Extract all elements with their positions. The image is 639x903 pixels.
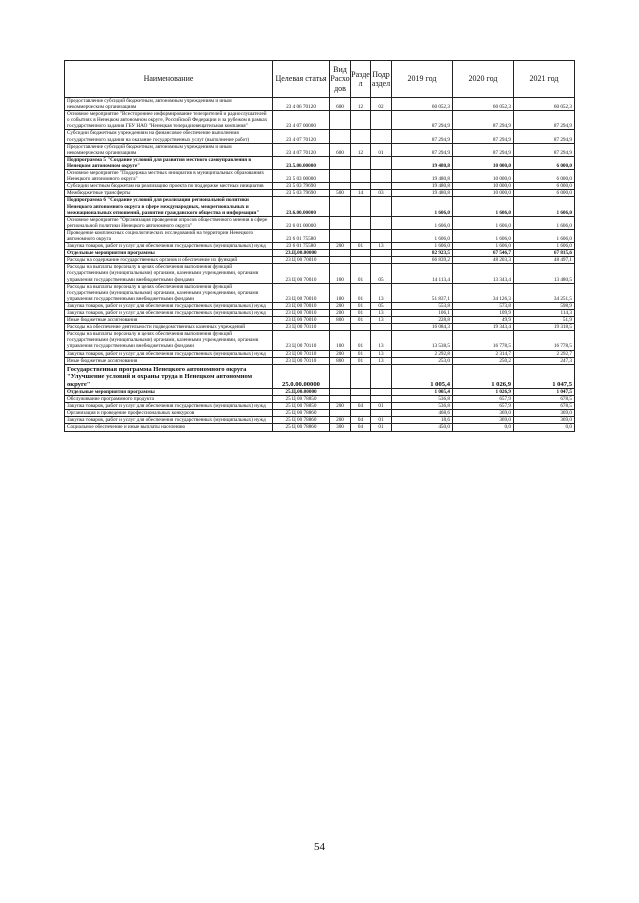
cell-podrazdel — [371, 156, 392, 169]
cell-2020: 10 000,0 — [453, 170, 514, 183]
cell-2020: 10 000,0 — [453, 156, 514, 169]
table-row — [65, 264, 575, 283]
header-target: Целевая статья — [273, 61, 330, 98]
cell-2019: 1 606,0 — [392, 197, 453, 216]
cell-2019: 1 606,0 — [392, 216, 453, 229]
table-row — [65, 197, 575, 216]
table-row — [65, 130, 575, 143]
cell-razdel: 01 — [351, 331, 371, 350]
table-row — [65, 183, 575, 190]
cell-name: Основное мероприятие "Всестороннее информирование телезрителей и радиослушателей о событиях в Ненецком автономном округе, Российской Федерации и за рубежом в рамках государственного задания ГБУ НАО "Ненецкая телерадиовещательная компания" — [65, 111, 273, 130]
cell-target: 23 Ц 00 70110 — [273, 350, 330, 357]
cell-podrazdel: 13 — [371, 310, 392, 317]
cell-vid — [330, 183, 351, 190]
cell-name: Подпрограмма 6 "Создание условий для реализации региональной политики Ненецкого автономного округа в сфере международных, межрегиональных и межнациональных отношений, развития гражданского общества и информации" — [65, 197, 273, 216]
cell-razdel — [351, 156, 371, 169]
cell-2021: 6 000,0 — [514, 190, 575, 197]
header-2021: 2021 год — [514, 61, 575, 98]
cell-2019: 19 480,8 — [392, 183, 453, 190]
table-row — [65, 403, 575, 410]
cell-name: Расходы на содержание государственных органов и обеспечение их функций — [65, 257, 273, 264]
cell-podrazdel — [371, 364, 392, 388]
cell-name: Проведение комплексных социологических исследований на территории Ненецкого автономного округа — [65, 229, 273, 242]
cell-name: Закупка товаров, работ и услуг для обеспечения государственных (муниципальных) нужд — [65, 403, 273, 410]
cell-vid — [330, 324, 351, 331]
cell-target: 23 Ц 00 70010 — [273, 283, 330, 302]
cell-2021: 16 778,5 — [514, 331, 575, 350]
cell-2019: 19 480,8 — [392, 156, 453, 169]
cell-2021: 678,5 — [514, 403, 575, 410]
cell-2019: 19 480,8 — [392, 190, 453, 197]
cell-podrazdel: 13 — [371, 331, 392, 350]
table-row — [65, 364, 575, 388]
cell-2021: 1 047,5 — [514, 364, 575, 388]
cell-2020: 49,9 — [453, 317, 514, 324]
cell-razdel — [351, 111, 371, 130]
cell-2019: 2 292,8 — [392, 350, 453, 357]
cell-2019: 536,8 — [392, 396, 453, 403]
cell-podrazdel: 13 — [371, 350, 392, 357]
cell-podrazdel: 05 — [371, 264, 392, 283]
cell-razdel: 01 — [351, 357, 371, 364]
cell-vid: 600 — [330, 98, 351, 111]
cell-razdel — [351, 324, 371, 331]
cell-2020: 657,9 — [453, 403, 514, 410]
document-page — [64, 60, 574, 432]
cell-vid — [330, 216, 351, 229]
cell-2019: 13 538,5 — [392, 331, 453, 350]
cell-razdel — [351, 250, 371, 257]
cell-vid — [330, 388, 351, 395]
cell-vid: 200 — [330, 243, 351, 250]
table-row — [65, 417, 575, 424]
cell-vid: 200 — [330, 310, 351, 317]
cell-vid: 200 — [330, 417, 351, 424]
table-row — [65, 324, 575, 331]
cell-vid — [330, 410, 351, 417]
cell-name: Предоставление субсидий бюджетным, автономным учреждениям и иным некоммерческим организациям — [65, 143, 273, 156]
cell-vid — [330, 156, 351, 169]
cell-2020: 109,9 — [453, 310, 514, 317]
table-row — [65, 357, 575, 364]
cell-2021: 60 052,3 — [514, 98, 575, 111]
cell-target: 23 Ц 00 70110 — [273, 357, 330, 364]
cell-2020: 1 606,0 — [453, 243, 514, 250]
cell-razdel — [351, 410, 371, 417]
cell-2019: 60 052,3 — [392, 98, 453, 111]
cell-2021: 87 294,9 — [514, 111, 575, 130]
cell-podrazdel — [371, 324, 392, 331]
cell-target: 23 6 01 75580 — [273, 243, 330, 250]
cell-2020: 34 126,3 — [453, 283, 514, 302]
cell-razdel — [351, 197, 371, 216]
cell-vid: 500 — [330, 190, 351, 197]
table-row — [65, 396, 575, 403]
header-2019: 2019 год — [392, 61, 453, 98]
budget-table — [64, 60, 575, 432]
cell-2021: 0,0 — [514, 424, 575, 431]
cell-2021: 51,9 — [514, 317, 575, 324]
cell-name: Закупка товаров, работ и услуг для обеспечения государственных (муниципальных) нужд — [65, 310, 273, 317]
cell-podrazdel — [371, 170, 392, 183]
cell-2019: 87 294,9 — [392, 130, 453, 143]
cell-vid: 600 — [330, 143, 351, 156]
table-row — [65, 317, 575, 324]
cell-2021: 87 294,9 — [514, 143, 575, 156]
cell-name: Организация и проведение профессиональных конкурсов — [65, 410, 273, 417]
table-row — [65, 250, 575, 257]
cell-2020: 48 203,3 — [453, 257, 514, 264]
cell-podrazdel — [371, 130, 392, 143]
table-row — [65, 190, 575, 197]
cell-2020: 369,0 — [453, 410, 514, 417]
cell-2020: 10 000,0 — [453, 183, 514, 190]
cell-2020: 1 606,0 — [453, 216, 514, 229]
cell-name: Закупка товаров, работ и услуг для обеспечения государственных (муниципальных) нужд — [65, 302, 273, 309]
cell-2019: 1 005,4 — [392, 364, 453, 388]
cell-razdel: 04 — [351, 424, 371, 431]
cell-podrazdel: 01 — [371, 417, 392, 424]
cell-2021: 34 251,5 — [514, 283, 575, 302]
cell-2021: 1 047,5 — [514, 388, 575, 395]
cell-name: Социальное обеспечение и иные выплаты населению — [65, 424, 273, 431]
cell-vid: 100 — [330, 331, 351, 350]
cell-2021: 87 294,9 — [514, 130, 575, 143]
cell-2020: 250,2 — [453, 357, 514, 364]
cell-podrazdel — [371, 257, 392, 264]
cell-target: 23.Ц.00.00000 — [273, 250, 330, 257]
cell-razdel — [351, 130, 371, 143]
table-row — [65, 257, 575, 264]
cell-2019: 19 480,8 — [392, 170, 453, 183]
cell-podrazdel: 03 — [371, 190, 392, 197]
cell-2021: 2 292,7 — [514, 350, 575, 357]
cell-2020: 1 026,9 — [453, 364, 514, 388]
cell-podrazdel: 02 — [371, 98, 392, 111]
cell-2019: 14 113,4 — [392, 264, 453, 283]
cell-2021: 13 480,5 — [514, 264, 575, 283]
cell-2020: 60 052,3 — [453, 98, 514, 111]
cell-name: Расходы на обеспечение деятельности подведомственных казенных учреждений — [65, 324, 273, 331]
cell-vid — [330, 197, 351, 216]
cell-target: 23.6.00.00000 — [273, 197, 330, 216]
cell-vid: 800 — [330, 357, 351, 364]
cell-name: Подпрограмма 5 "Создание условий для развития местного самоуправления в Ненецком автономном округе" — [65, 156, 273, 169]
cell-2019: 536,8 — [392, 403, 453, 410]
cell-vid: 100 — [330, 264, 351, 283]
cell-razdel — [351, 396, 371, 403]
cell-razdel: 04 — [351, 403, 371, 410]
cell-2019: 66 839,2 — [392, 257, 453, 264]
cell-2020: 1 026,9 — [453, 388, 514, 395]
cell-2019: 106,1 — [392, 310, 453, 317]
cell-2020: 19 343,4 — [453, 324, 514, 331]
cell-target: 23 4 06 70120 — [273, 98, 330, 111]
cell-2020: 87 294,9 — [453, 143, 514, 156]
cell-name: Основное мероприятие "Организация проведения опросов общественного мнения в сфере региональной политики Ненецкого автономного округа" — [65, 216, 273, 229]
cell-target: 23 Ц 00 70010 — [273, 257, 330, 264]
cell-target: 25 Ц 00 78850 — [273, 396, 330, 403]
cell-podrazdel: 13 — [371, 243, 392, 250]
cell-target: 23 4 07 70120 — [273, 143, 330, 156]
cell-razdel: 01 — [351, 264, 371, 283]
cell-target: 23 Ц 00 70010 — [273, 310, 330, 317]
cell-name: Субсидии местным бюджетам на реализацию проекта по поддержке местных инициатив — [65, 183, 273, 190]
cell-target: 23 Ц 00 70110 — [273, 331, 330, 350]
cell-podrazdel: 01 — [371, 403, 392, 410]
cell-razdel — [351, 229, 371, 242]
cell-razdel — [351, 257, 371, 264]
table-row — [65, 111, 575, 130]
cell-razdel: 01 — [351, 283, 371, 302]
cell-target: 23 5 03 79690 — [273, 190, 330, 197]
cell-2020: 87 294,9 — [453, 111, 514, 130]
cell-name: Отдельные мероприятия программы — [65, 250, 273, 257]
cell-2019: 1 005,4 — [392, 388, 453, 395]
cell-name: Иные бюджетные ассигнования — [65, 357, 273, 364]
cell-2019: 228,8 — [392, 317, 453, 324]
cell-2019: 87 294,9 — [392, 111, 453, 130]
table-row — [65, 302, 575, 309]
table-row — [65, 170, 575, 183]
cell-vid: 800 — [330, 317, 351, 324]
cell-2021: 369,0 — [514, 417, 575, 424]
cell-razdel — [351, 388, 371, 395]
cell-razdel: 01 — [351, 243, 371, 250]
cell-name: Предоставление субсидий бюджетным, автономным учреждениям и иным некоммерческим организациям — [65, 98, 273, 111]
table-row — [65, 350, 575, 357]
cell-target: 23 6 01 00000 — [273, 216, 330, 229]
cell-name: Расходы на выплаты персоналу в целях обеспечения выполнения функций государственными (муниципальными) органами, казенными учреждениями, органами управления государственными внебюджетными фондами — [65, 283, 273, 302]
cell-name: Обслуживание программного продукта — [65, 396, 273, 403]
table-row — [65, 243, 575, 250]
cell-2019: 450,0 — [392, 424, 453, 431]
cell-2020: 10 000,0 — [453, 190, 514, 197]
cell-name: Государственная программа Ненецкого автономного округа "Улучшение условий и охраны труда в Ненецком автономном округе" — [65, 364, 273, 388]
cell-razdel: 01 — [351, 317, 371, 324]
cell-podrazdel — [371, 183, 392, 190]
cell-target: 23.5.00.00000 — [273, 156, 330, 169]
cell-2021: 6 000,0 — [514, 156, 575, 169]
cell-razdel — [351, 216, 371, 229]
cell-vid — [330, 257, 351, 264]
cell-2021: 1 606,0 — [514, 197, 575, 216]
cell-podrazdel — [371, 229, 392, 242]
cell-razdel: 04 — [351, 417, 371, 424]
cell-2021: 114,3 — [514, 310, 575, 317]
cell-target: 25 Ц 00 78860 — [273, 417, 330, 424]
cell-razdel — [351, 364, 371, 388]
cell-razdel — [351, 183, 371, 190]
cell-target: 23 5 03 79690 — [273, 183, 330, 190]
cell-2019: 468,6 — [392, 410, 453, 417]
cell-vid — [330, 130, 351, 143]
cell-razdel: 14 — [351, 190, 371, 197]
cell-podrazdel: 05 — [371, 302, 392, 309]
cell-2020: 2 314,7 — [453, 350, 514, 357]
table-row — [65, 216, 575, 229]
cell-2021: 67 815,6 — [514, 250, 575, 257]
cell-2019: 253,0 — [392, 357, 453, 364]
cell-name: Отдельные мероприятия программы — [65, 388, 273, 395]
cell-name: Закупка товаров, работ и услуг для обеспечения государственных (муниципальных) нужд — [65, 417, 273, 424]
cell-2019: 51 837,1 — [392, 283, 453, 302]
header-razdel: Разде л — [351, 61, 371, 98]
cell-target: 25 Ц 00 78860 — [273, 424, 330, 431]
cell-name: Субсидии бюджетным учреждениям на финансовое обеспечение выполнения государственного задания на оказание государственных услуг (выполнение работ) — [65, 130, 273, 143]
page-number: 54 — [314, 841, 325, 853]
cell-target: 23 6 01 75580 — [273, 229, 330, 242]
cell-2019: 1 606,0 — [392, 229, 453, 242]
cell-2019: 87 294,9 — [392, 143, 453, 156]
cell-2019: 82 923,5 — [392, 250, 453, 257]
cell-2019: 1 606,0 — [392, 243, 453, 250]
cell-razdel: 12 — [351, 98, 371, 111]
cell-2020: 87 294,9 — [453, 130, 514, 143]
cell-2021: 19 318,5 — [514, 324, 575, 331]
cell-2020: 1 606,0 — [453, 197, 514, 216]
cell-podrazdel — [371, 388, 392, 395]
cell-2020: 67 546,7 — [453, 250, 514, 257]
cell-2019: 16 084,3 — [392, 324, 453, 331]
cell-podrazdel: 01 — [371, 143, 392, 156]
cell-target: 23 4 07 70120 — [273, 130, 330, 143]
cell-2020: 573,8 — [453, 302, 514, 309]
cell-podrazdel — [371, 197, 392, 216]
cell-target: 23 4 07 00000 — [273, 111, 330, 130]
cell-2020: 13 343,4 — [453, 264, 514, 283]
table-body — [65, 98, 575, 432]
cell-podrazdel: 13 — [371, 283, 392, 302]
cell-vid: 200 — [330, 302, 351, 309]
cell-podrazdel — [371, 216, 392, 229]
cell-target: 23 Ц 00 70010 — [273, 264, 330, 283]
cell-name: Основное мероприятие "Поддержка местных инициатив в муниципальных образованиях Ненецкого автономного округа" — [65, 170, 273, 183]
cell-vid — [330, 396, 351, 403]
table-row — [65, 388, 575, 395]
cell-vid: 300 — [330, 424, 351, 431]
cell-razdel: 01 — [351, 302, 371, 309]
table-row — [65, 143, 575, 156]
cell-vid: 200 — [330, 403, 351, 410]
cell-vid — [330, 364, 351, 388]
cell-podrazdel — [371, 410, 392, 417]
table-row — [65, 156, 575, 169]
cell-target: 25.0.00.00000 — [273, 364, 330, 388]
cell-name: Закупка товаров, работ и услуг для обеспечения государственных (муниципальных) нужд — [65, 350, 273, 357]
table-row — [65, 310, 575, 317]
cell-vid: 200 — [330, 350, 351, 357]
cell-2020: 16 778,5 — [453, 331, 514, 350]
cell-target: 25 Ц 00 78850 — [273, 403, 330, 410]
cell-vid — [330, 170, 351, 183]
table-row — [65, 229, 575, 242]
cell-2021: 1 606,0 — [514, 216, 575, 229]
cell-2019: 18,6 — [392, 417, 453, 424]
cell-target: 23 Ц 00 70010 — [273, 317, 330, 324]
cell-name: Межбюджетные трансферты — [65, 190, 273, 197]
cell-podrazdel: 01 — [371, 424, 392, 431]
cell-razdel: 01 — [351, 310, 371, 317]
cell-podrazdel — [371, 396, 392, 403]
cell-vid — [330, 111, 351, 130]
cell-vid — [330, 250, 351, 257]
cell-razdel: 12 — [351, 143, 371, 156]
cell-podrazdel — [371, 111, 392, 130]
cell-2021: 369,0 — [514, 410, 575, 417]
cell-2021: 678,5 — [514, 396, 575, 403]
header-name: Наименование — [65, 61, 273, 98]
header-row — [65, 61, 575, 98]
cell-podrazdel — [371, 250, 392, 257]
cell-razdel: 01 — [351, 350, 371, 357]
cell-target: 23 5 03 00000 — [273, 170, 330, 183]
cell-target: 23 Ц 00 70010 — [273, 302, 330, 309]
table-row — [65, 331, 575, 350]
cell-2020: 1 606,0 — [453, 229, 514, 242]
cell-target: 23 Ц 00 70110 — [273, 324, 330, 331]
cell-vid: 100 — [330, 283, 351, 302]
cell-2021: 6 000,0 — [514, 170, 575, 183]
table-row — [65, 283, 575, 302]
cell-name: Расходы на выплаты персоналу в целях обеспечения выполнения функций государственными (муниципальными) органами, казенными учреждениями, органами управления государственными внебюджетными фондами — [65, 331, 273, 350]
cell-2021: 6 000,0 — [514, 183, 575, 190]
cell-name: Иные бюджетные ассигнования — [65, 317, 273, 324]
cell-name: Закупка товаров, работ и услуг для обеспечения государственных (муниципальных) нужд — [65, 243, 273, 250]
cell-2020: 657,9 — [453, 396, 514, 403]
cell-2021: 1 606,0 — [514, 243, 575, 250]
cell-2021: 247,3 — [514, 357, 575, 364]
cell-podrazdel: 13 — [371, 357, 392, 364]
cell-vid — [330, 229, 351, 242]
table-row — [65, 98, 575, 111]
header-vid: Вид Расхо дов — [330, 61, 351, 98]
cell-target: 25.Ц.00.00000 — [273, 388, 330, 395]
cell-name: Расходы на выплаты персоналу в целях обеспечения выполнения функций государственными (муниципальными) органами, казенными учреждениями, органами управления государственными внебюджетными фондами — [65, 264, 273, 283]
cell-2019: 553,8 — [392, 302, 453, 309]
header-2020: 2020 год — [453, 61, 514, 98]
cell-2020: 0,0 — [453, 424, 514, 431]
cell-razdel — [351, 170, 371, 183]
cell-target: 25 Ц 00 78860 — [273, 410, 330, 417]
cell-2020: 369,0 — [453, 417, 514, 424]
table-row — [65, 410, 575, 417]
header-podrazdel: Подр аздел — [371, 61, 392, 98]
cell-2021: 48 497,1 — [514, 257, 575, 264]
cell-2021: 1 606,0 — [514, 229, 575, 242]
cell-2021: 598,9 — [514, 302, 575, 309]
table-row — [65, 424, 575, 431]
cell-podrazdel: 13 — [371, 317, 392, 324]
